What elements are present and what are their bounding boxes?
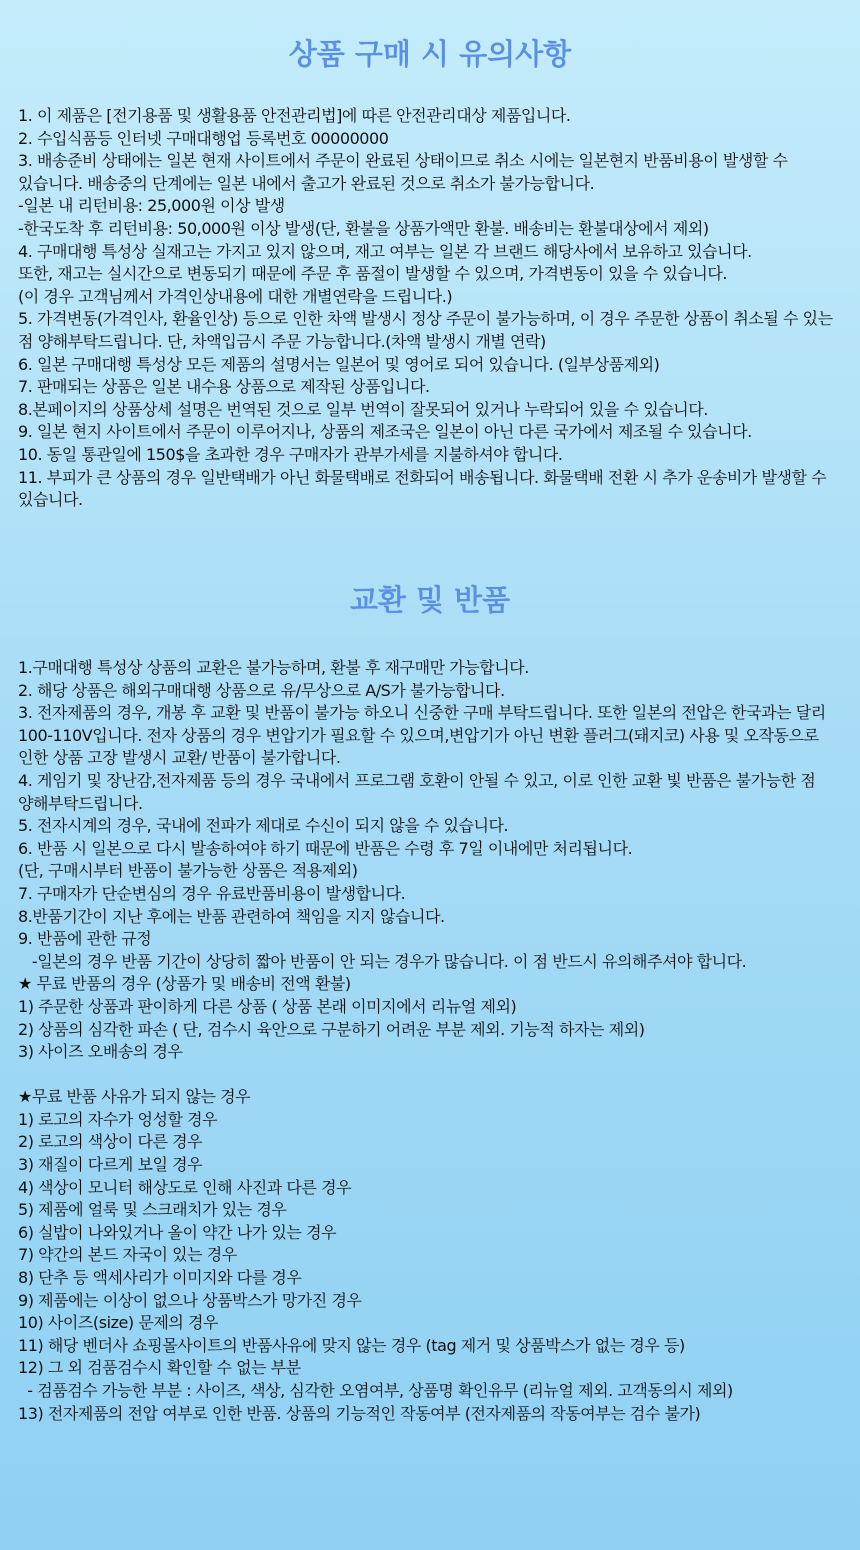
notice-line: (이 경우 고객님께서 가격인상내용에 대한 개별연락을 드립니다.) [18, 286, 453, 306]
purchase-notice-body [18, 105, 846, 512]
notice-line: 3) 사이즈 오배송의 경우 [18, 1042, 183, 1062]
notice-line: -일본의 경우 반품 기간이 상당히 짧아 반품이 안 되는 경우가 많습니다. 이 점 반드시 유의해주셔야 합니다. [18, 951, 747, 971]
notice-line: 3) 재질이 다르게 보일 경우 [18, 1155, 203, 1175]
exchange-return-title: 교환 및 반품 [349, 583, 511, 617]
notice-line: 9. 반품에 관한 규정 [18, 929, 152, 949]
notice-line: 1. 이 제품은 [전기용품 및 생활용품 안전관리법]에 따른 안전관리대상 제품입니다. [18, 106, 571, 125]
notice-line: 11. 부피가 큰 상품의 경우 일반택배가 아닌 화물택배로 전화되어 배송됩니다. 화물택배 전환 시 추가 운송비가 발생할 수 있습니다. [18, 467, 831, 510]
notice-line: 11) 해당 벤더사 쇼핑몰사이트의 반품사유에 맞지 않는 경우 (tag 제거 및 상품박스가 없는 경우 등) [18, 1335, 685, 1355]
notice-line: 9. 일본 현지 사이트에서 주문이 이루어지나, 상품의 제조국은 일본이 아닌 다른 국가에서 제조될 수 있습니다. [18, 422, 752, 442]
notice-line: 7. 구매자가 단순변심의 경우 유료반품비용이 발생합니다. [18, 883, 406, 903]
exchange-return-body [18, 657, 846, 1425]
notice-line: 6. 일본 구매대행 특성상 모든 제품의 설명서는 일본어 및 영어로 되어 있습니다. (일부상품제외) [18, 354, 660, 374]
notice-line: 2. 수입식품등 인터넷 구매대행업 등록번호 00000000 [18, 128, 389, 148]
notice-line: 1) 주문한 상품과 판이하게 다른 상품 ( 상품 본래 이미지에서 리뉴얼 제외) [18, 996, 517, 1016]
notice-line: 4. 구매대행 특성상 실재고는 가지고 있지 않으며, 재고 여부는 일본 각 브랜드 해당사에서 보유하고 있습니다. [18, 241, 752, 261]
notice-line: 5. 전자시계의 경우, 국내에 전파가 제대로 수신이 되지 않을 수 있습니다. [18, 816, 509, 836]
notice-line: 6) 실밥이 나와있거나 올이 약간 나가 있는 경우 [18, 1222, 337, 1242]
notice-line: - 검품검수 가능한 부분 : 사이즈, 색상, 심각한 오염여부, 상품명 확인유무 (리뉴얼 제외. 고객동의시 제외) [18, 1381, 733, 1400]
notice-line: 2. 해당 상품은 해외구매대행 상품으로 유/무상으로 A/S가 불가능합니다. [18, 680, 505, 700]
notice-line: 1) 로고의 자수가 엉성할 경우 [18, 1109, 218, 1129]
notice-line: ★ 무료 반품의 경우 (상품가 및 배송비 전액 환불) [18, 974, 351, 994]
notice-line: 10. 동일 통관일에 150$을 초과한 경우 구매자가 관부가세를 지불하셔야 합니다. [18, 444, 563, 464]
notice-line: 7) 약간의 본드 자국이 있는 경우 [18, 1245, 237, 1265]
notice-line: 8) 단추 등 액세사리가 이미지와 다를 경우 [18, 1268, 302, 1288]
notice-line: 3. 전자제품의 경우, 개봉 후 교환 및 반품이 불가능 하오니 신중한 구매 부탁드립니다. 또한 일본의 전압은 한국과는 달리 100-110V입니다. 전자 상품의 경우 변압기가 필요할 수 있으며,변압기가 아닌 변환 플러그(돼지코) 사용 및 오작동으로 인한 상품 고장 발생시 교환/ 반품이 불가합니다. [18, 703, 831, 768]
notice-line: 12) 그 외 검품검수시 확인할 수 없는 부분 [18, 1358, 301, 1378]
notice-line [18, 1064, 846, 1087]
purchase-notice-title: 상품 구매 시 유의사항 [288, 37, 572, 71]
notice-line: 8.반품기간이 지난 후에는 반품 관련하여 책임을 지지 않습니다. [18, 906, 445, 926]
notice-line: (단, 구매시부터 반품이 불가능한 상품은 적용제외) [18, 861, 358, 881]
notice-line: 10) 사이즈(size) 문제의 경우 [18, 1313, 219, 1333]
notice-line: 5. 가격변동(가격인사, 환율인상) 등으로 인한 차액 발생시 정상 주문이 불가능하며, 이 경우 주문한 상품이 취소될 수 있는 점 양해부탁드립니다. 단, 차액입금시 주문 가능합니다.(차액 발생시 개별 연락) [18, 309, 838, 351]
notice-line: 1.구매대행 특성상 상품의 교환은 불가능하며, 환불 후 재구매만 가능합니다. [18, 658, 529, 677]
notice-line: 9) 제품에는 이상이 없으나 상품박스가 망가진 경우 [18, 1290, 362, 1310]
notice-line: -일본 내 리턴비용: 25,000원 이상 발생 [18, 196, 285, 216]
notice-line: 2) 로고의 색상이 다른 경우 [18, 1132, 203, 1152]
notice-line: 5) 제품에 얼룩 및 스크래치가 있는 경우 [18, 1200, 287, 1220]
notice-line: ★무료 반품 사유가 되지 않는 경우 [18, 1087, 251, 1107]
notice-line: -한국도착 후 리턴비용: 50,000원 이상 발생(단, 환불을 상품가액만 환불. 배송비는 환불대상에서 제외) [18, 218, 709, 238]
notice-line: 또한, 재고는 실시간으로 변동되기 때문에 주문 후 품절이 발생할 수 있으며, 가격변동이 있을 수 있습니다. [18, 264, 728, 284]
notice-line: 4. 게임기 및 장난감,전자제품 등의 경우 국내에서 프로그램 호환이 안될 수 있고, 이로 인한 교환 빛 반품은 불가능한 점 양해부탁드립니다. [18, 770, 821, 813]
notice-line: 4) 색상이 모니터 해상도로 인해 사진과 다른 경우 [18, 1177, 352, 1197]
notice-line: 7. 판매되는 상품은 일본 내수용 상품으로 제작된 상품입니다. [18, 377, 430, 397]
notice-line: 8.본페이지의 상품상세 설명은 번역된 것으로 일부 번역이 잘못되어 있거나 누락되어 있을 수 있습니다. [18, 399, 708, 419]
notice-line: 13) 전자제품의 전압 여부로 인한 반품. 상품의 기능적인 작동여부 (전자제품의 작동여부는 검수 불가) [18, 1403, 701, 1423]
notice-line: 6. 반품 시 일본으로 다시 발송하여야 하기 때문에 반품은 수령 후 7일 이내에만 처리됩니다. [18, 838, 633, 858]
notice-line: 2) 상품의 심각한 파손 ( 단, 검수시 육안으로 구분하기 어려운 부분 제외. 기능적 하자는 제외) [18, 1019, 645, 1039]
notice-line: 3. 배송준비 상태에는 일본 현재 사이트에서 주문이 완료된 상태이므로 취소 시에는 일본현지 반품비용이 발생할 수 있습니다. 배송중의 단계에는 일본 내에서 출고가 완료된 것으로 취소가 불가능합니다. [18, 151, 793, 193]
